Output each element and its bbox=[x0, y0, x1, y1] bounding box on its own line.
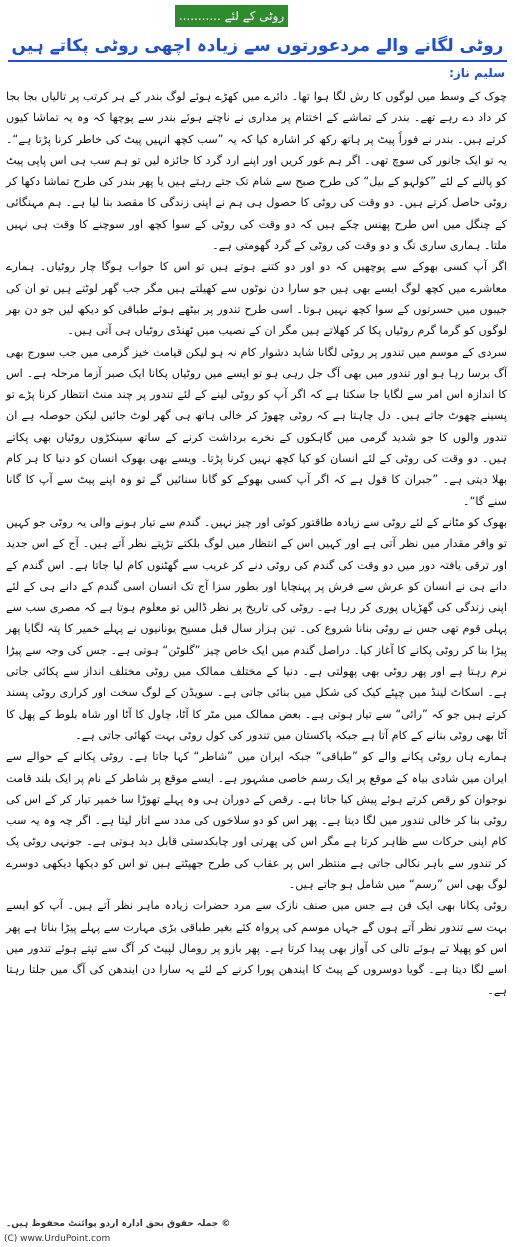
paragraph-1: چوک کے وسط میں لوگوں کا رش لگا ہوا تھا۔ دائرے میں کھڑے ہوئے لوگ بندر کے ہر کرتب پر تالیاں بجا بجا کر داد دے رہے تھے۔ بندر کے تماشے کے اختتام پر مداری نے ناچتے ہوئے بندر سے پوچھا کہ وہ یہ تماشا کیوں کرتے ہیں۔ بندر نے فوراً پیٹ پر ہاتھ رکھ کر اشارہ کیا کہ یہ ”سب کچھ انہیں پیٹ کی خاطر کرنا پڑتا ہے“۔ یہ تو ایک جانور کی سوچ تھی۔ اگر ہم غور کریں اور اپنے ارد گرد کا جائزہ لیں تو ہم سب ہی اس پاپی پیٹ کو پالنے کے لئے ”کولہو کے بیل“ کی طرح صبح سے شام تک جتے رہتے ہیں یا پھر بندر کی طرح تماشا دکھا کر روٹی حاصل کرتے ہیں۔ دو وقت کی روٹی کا حصول ہی ہم نے اپنی زندگی کا مقصد بنا لیا ہے۔ ہم مہنگائی کے چنگل میں اس طرح پھنس چکے ہیں کہ دو وقت کی روٹی کے سوا کچھ اور سوچنے کا وقت ہی نہیں ملتا۔ ہماری ساری تگ و دو وقت کی روٹی کے گرد گھومتی ہے۔ bbox=[6, 90, 507, 253]
article-headline: روٹی لگانے والے مردعورتوں سے زیادہ اچھی روٹی پکاتے ہیں bbox=[8, 34, 507, 62]
site-watermark: (C) www.UrduPoint.com bbox=[4, 1234, 111, 1244]
paragraph-6: روٹی پکانا بھی ایک فن ہے جس میں صنف نازک سے مرد حضرات زیادہ ماہر نظر آتے ہیں۔ آپ کو ایسے بہت سے تندور نظر آتے ہوں گے جہاں موسم کی پرواہ کئے بغیر طباقی بڑی مہارت سے پہلے پیڑا بناتا ہے پھر اس کو پھیلا تے ہوئے تالی کی آواز بھی پیدا کرتا ہے۔ پھر بازو پر رومال لپیٹ کر آگ سے تپتے ہوئے تندور میں اسے لگا دیتا ہے۔ گویا دوسروں کے پیٹ کا ایندھن پورا کرنے کے لئے یہ سارا دن ایندھن کی آگ میں جلتا رہتا ہے۔ bbox=[6, 899, 507, 998]
section-tag: روٹی کے لئے ........... bbox=[175, 5, 288, 27]
paragraph-2: اگر آپ کسی بھوکے سے پوچھیں کہ دو اور دو کتنے ہوتے ہیں تو اس کا جواب ہوگا چار روٹیاں۔ ہمارے معاشرے میں کچھ لوگ ایسے بھی ہیں جو سارا دن نوٹوں سے کھیلتے ہیں مگر جب گھر لوٹتے ہیں تو ان کی جیبوں میں حسرتوں کے سوا کچھ نہیں ہوتا۔ اسی طرح تندور پر بیٹھے ہوئے طباقی کو دیکھ لیں جو دن بھر لوگوں کو گرما گرم روٹیاں پکا کر کھلاتے ہیں مگر ان کے نصیب میں ٹھنڈی روٹیاں ہی آتی ہیں۔ bbox=[6, 260, 507, 338]
article-body bbox=[6, 86, 507, 1002]
paragraph-5: ہمارے ہاں روٹی پکانے والے کو ”طباقی“ جبکہ ایران میں ”شاطر“ کہا جاتا ہے۔ روٹی پکانے کے حوالے سے ایران میں شادی بیاہ کے موقع پر ایک رسم خاصی مشہور ہے۔ ایسے موقع پر شاطر کے نام پر ایک بلند قامت نوجوان کو رقص کرتے ہوئے پیش کیا جاتا ہے۔ رقص کے دوران ہی وہ پہلے تھوڑا سا خمیر تیار کر کے اس کی روٹی بنا کر خالی تندور میں لگا دیتا ہے۔ پھر اس کو دو سلاخوں کی مدد سے اتار لیتا ہے۔ اگر چہ وہ یہ سب کام اپنی حرکات سے ظاہر کرتا ہے مگر اس کی پھرتی اور چابکدستی قابل دید ہوتی ہے۔ جونہی روٹی پک کر تندور سے باہر نکالی جاتی ہے منتظر اس پر عقاب کی طرح جھپٹتے ہیں تو اس کو دیکھا دیکھی دوسرے لوگ بھی اس ”رسم“ میں شامل ہو جاتے ہیں۔ bbox=[6, 750, 507, 891]
author-name: سلیم ناز: bbox=[449, 66, 505, 80]
copyright-notice: © جملہ حقوق بحق ادارہ اردو پوائنٹ محفوظ ہیں۔ bbox=[6, 1219, 231, 1229]
paragraph-3: سردی کے موسم میں تندور پر روٹی لگانا شاید دشوار کام نہ ہو لیکن قیامت خیز گرمی میں جب سورج بھی آگ برسا رہا ہو اور تندور میں بھی آگ جل رہی ہو تو ایسے میں روٹیاں پکانا ایک صبر آزما مرحلہ ہے۔ اس کا اندازہ اس امر سے لگایا جا سکتا ہے کہ اگر آپ کو روٹی لینے کے لئے تندور پر چند منٹ انتظار کرنا پڑے تو پسینے چھوٹ جاتے ہیں۔ دل چاہتا ہے کہ روٹی چھوڑ کر خالی ہاتھ ہی گھر لوٹ جائیں لیکن حوصلہ ہے ان تندور والوں کا جو شدید گرمی میں گاہکوں کے نخرے برداشت کرنے کے ساتھ سینکڑوں روٹیاں بھی پکاتے ہیں۔ دو وقت کی روٹی کے لئے انسان کو کیا کچھ نہیں کرنا پڑتا۔ ویسے بھی بھوک انسان کو دنیا کا ہر کام بھلا دیتی ہے۔ ”جبران کا قول ہے کہ اگر آپ کسی بھوکے کو گانا سنائیں گے تو وہ اپنے پیٹ سے آپ کا گانا سنے گا“۔ bbox=[6, 345, 507, 508]
paragraph-4: بھوک کو مٹانے کے لئے روٹی سے زیادہ طاقتور کوئی اور چیز نہیں۔ گندم سے تیار ہونے والی یہ روٹی جو کہیں تو وافر مقدار میں نظر آتی ہے اور کہیں اس کے انتظار میں لوگ بلکتے تڑپتے نظر آتے ہیں۔ آج کے اس جدید اور ترقی یافتہ دور میں دو وقت کی گندم کی روٹی دنے کر غریب سے گھٹنوں کام لیا جاتا ہے۔ اس گندم کے دانے ہی نے انسان کو عرش سے فرش پر پہنچایا اور بطور سزا آج تک انسان اسی گندم کے دانے ہی کے لئے اپنی زندگی کی گھڑیاں پوری کر رہا ہے۔ روٹی کی تاریخ پر نظر ڈالیں تو معلوم ہوتا ہے کہ مصری سب سے پہلی قوم تھی جس نے روٹی بنانا شروع کی۔ تین ہزار سال قبل مسیح یونانیوں نے پہلے خمیر کا پتہ لگایا پھر پیڑا بنا کر روٹی پکانے کا آغاز کیا۔ دراصل گندم میں ایک خاص چیز ”گلوٹن“ ہوتی ہے۔ جس کی وجہ سے پیڑا نرم رہتا ہے اور پھر روٹی بھی پھولتی ہے۔ دنیا کے مختلف ممالک میں روٹی مختلف انداز سے پکائی جاتی ہے۔ اسکاٹ لینڈ میں چپٹے کیک کی شکل میں بنائی جاتی ہے۔ سویڈن کے لوگ سخت اور کراری روٹی پسند کرتے ہیں جو کہ ”رائی“ سے تیار ہوتی ہے۔ بعض ممالک میں مٹر کا آٹا، چاول کا آٹا اور شاہ بلوط کے پھل کا آٹا بھی روٹی بنانے کے کام آتا ہے جبکہ پاکستان میں تندور کی کول روٹی بہت کھائی جاتی ہے۔ bbox=[6, 515, 507, 742]
